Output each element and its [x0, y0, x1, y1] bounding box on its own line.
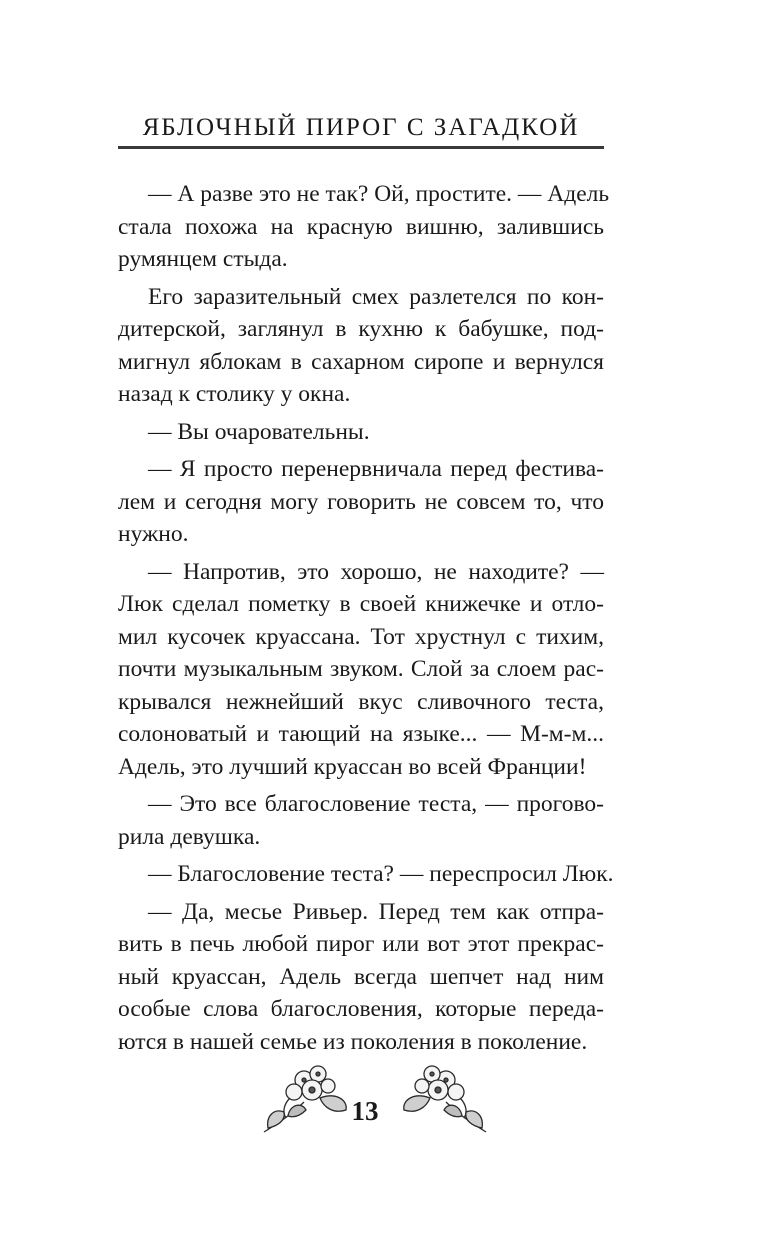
text-line: — Благословение теста? — переспросил Люк.	[148, 861, 614, 887]
paragraph	[118, 896, 604, 1059]
text-line: Адель, это лучший круассан во всей Франции!	[118, 753, 587, 780]
text-line: рила девушка.	[118, 823, 261, 850]
header-rule	[118, 146, 604, 149]
running-head	[118, 112, 604, 144]
page-number: 13	[351, 1096, 379, 1126]
text-line: мигнул яблокам в сахарном сиропе и вернулся	[118, 348, 604, 375]
paragraph	[118, 453, 604, 551]
paragraph	[118, 416, 604, 449]
text-line: солоноватый и тающий на языке... — М-м-м...	[118, 721, 604, 747]
text-line: — Я просто перенервничала перед фестива-	[148, 456, 604, 482]
body-text	[118, 178, 614, 1058]
text-line: Его заразительный смех разлетелся по кон-	[148, 283, 604, 310]
text-line: крывался нежнейший вкус сливочного теста,	[118, 688, 604, 715]
text-line: почти музыкальным звуком. Слой за слоем рас-	[118, 656, 604, 682]
text-line: особые слова благословения, которые переда-	[118, 996, 604, 1022]
text-line: — Напротив, это хорошо, не находите? —	[148, 558, 604, 585]
text-line: нужно.	[118, 521, 189, 547]
book-title: ЯБЛОЧНЫЙ ПИРОГ С ЗАГАДКОЙ	[142, 114, 580, 141]
paragraph	[118, 281, 604, 411]
text-line: мил кусочек круассана. Тот хрустнул с тихим,	[118, 623, 604, 650]
text-line: лем и сегодня могу говорить не совсем то, что	[118, 488, 604, 515]
text-line: — Вы очаровательны.	[148, 418, 370, 445]
text-line: — А разве это не так? Ой, простите. — Адель	[148, 181, 610, 207]
text-line: вить в печь любой пирог или вот этот прекрас-	[118, 931, 604, 957]
text-line: Люк сделал пометку в своей книжечке и отло-	[118, 591, 604, 617]
paragraph	[118, 556, 604, 784]
paragraph	[118, 788, 604, 853]
page-footer	[0, 1058, 768, 1168]
text-line: дитерской, заглянул в кухню к бабушке, под-	[118, 316, 604, 342]
text-line: ются в нашей семье из поколения в поколение.	[118, 1028, 588, 1055]
text-line: румянцем стыда.	[118, 246, 288, 272]
paragraph	[118, 858, 614, 891]
flower-ornament-icon	[388, 1058, 490, 1138]
text-line: ный круассан, Адель всегда шепчет над ним	[118, 963, 604, 990]
text-line: назад к столику у окна.	[118, 381, 351, 407]
paragraph	[118, 178, 610, 276]
text-line: — Да, месье Ривьер. Перед тем как отпра-	[148, 898, 604, 925]
text-line: — Это все благословение теста, — прогово-	[148, 791, 604, 817]
text-line: стала похожа на красную вишню, залившись	[118, 213, 604, 240]
